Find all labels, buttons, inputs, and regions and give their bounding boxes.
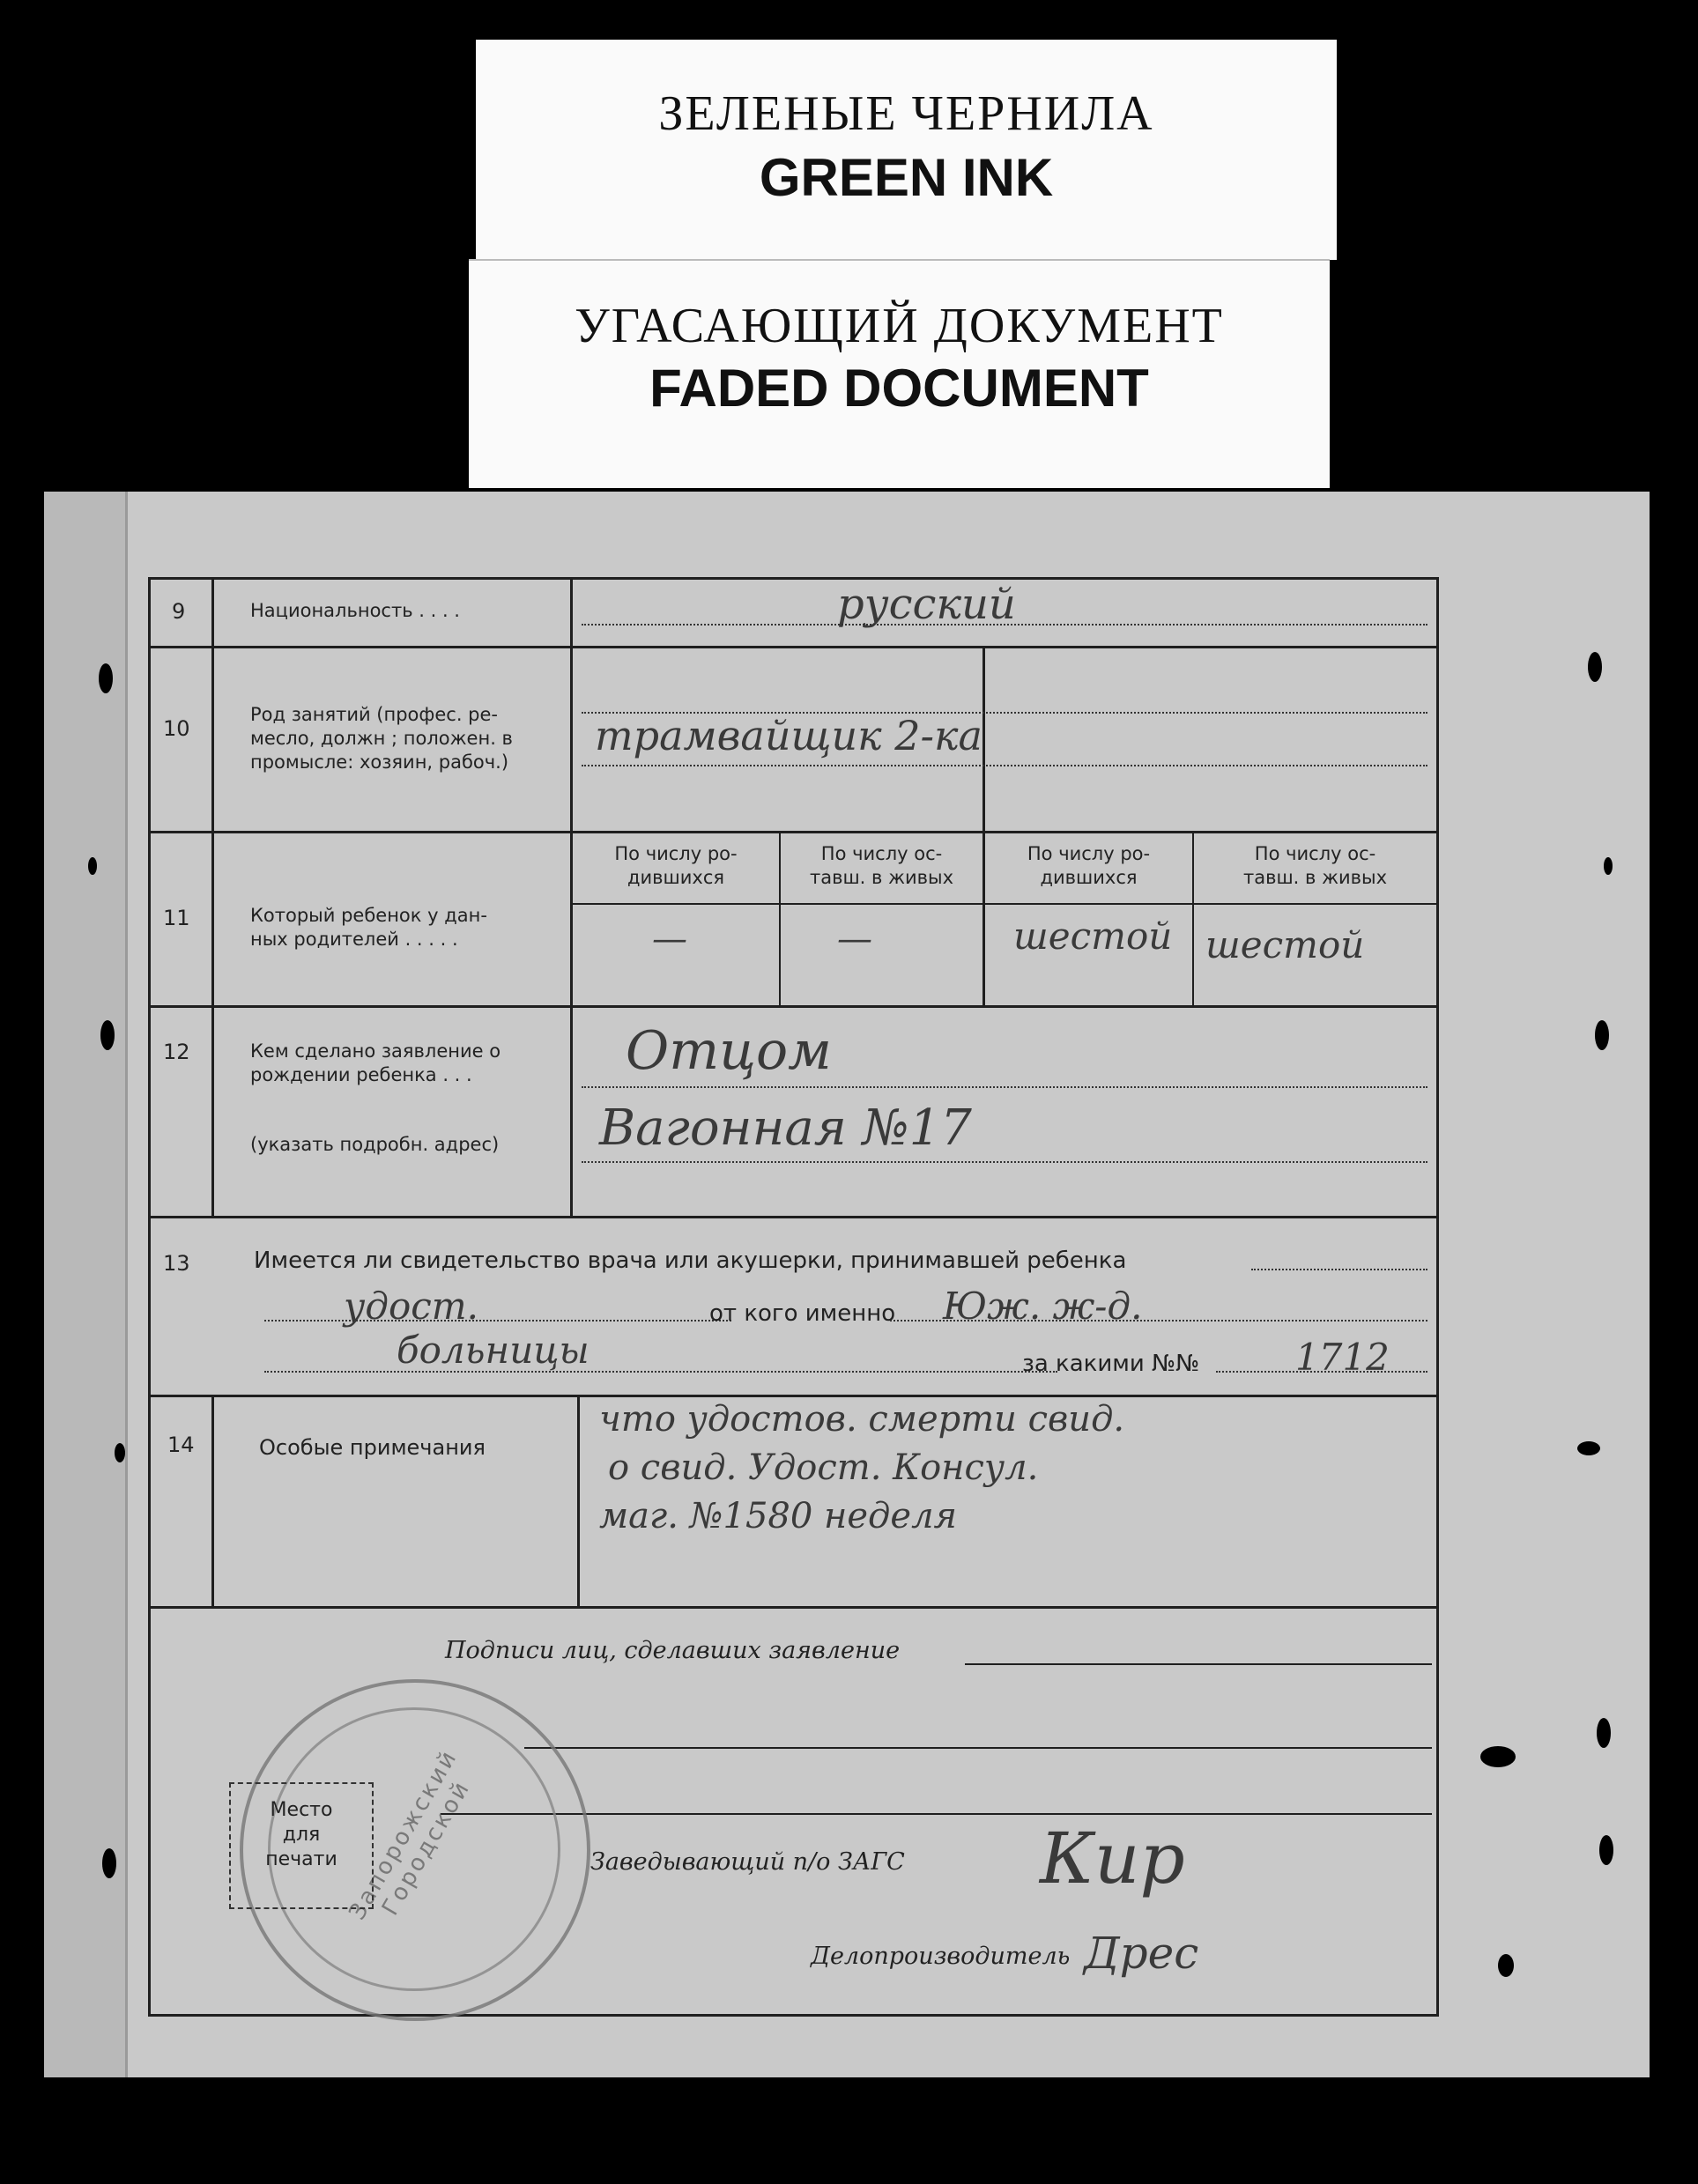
remarks-line: о свид. Удост. Консул.: [608, 1447, 1039, 1488]
col-sep: [982, 646, 985, 1005]
punch-hole: [99, 663, 113, 693]
dotted-line: [1216, 1371, 1427, 1373]
document-page: [44, 492, 1650, 2077]
head-signature: Кир: [1040, 1818, 1185, 1899]
hospital-value: больницы: [397, 1329, 589, 1372]
col-header: По числу ос- тавш. в живых: [1242, 843, 1388, 888]
punch-hole: [1480, 1746, 1516, 1767]
numbers-label: за какими №№: [1022, 1351, 1200, 1377]
punch-hole: [1588, 652, 1602, 682]
clerk-signature: Дрес: [1084, 1928, 1199, 1979]
row-number: 9: [172, 599, 186, 624]
signature-line: [524, 1747, 1432, 1749]
row-number: 14: [167, 1433, 195, 1457]
dotted-line: [582, 624, 1427, 626]
frame-right: [1436, 577, 1439, 2017]
punch-hole: [1595, 1020, 1609, 1050]
col-sep: [211, 577, 214, 1216]
dotted-line: [1251, 1269, 1427, 1270]
frame-top: [148, 577, 1439, 580]
row-sep: [148, 831, 1439, 833]
label-en: GREEN INK: [759, 148, 1054, 207]
label-ru: ЗЕЛЕНЫЕ ЧЕРНИЛА: [658, 86, 1154, 141]
address-value: Вагонная №17: [599, 1099, 972, 1157]
punch-hole: [102, 1848, 116, 1878]
certificate-question: Имеется ли свидетельство врача или акушерки, принимавшей ребенка: [254, 1247, 1127, 1274]
punch-hole: [1597, 1718, 1611, 1748]
row-number: 10: [163, 716, 190, 741]
row-sep: [148, 1395, 1439, 1397]
row-sep: [148, 1606, 1439, 1609]
from-whom-label: от кого именно: [709, 1300, 896, 1327]
child-value: —: [837, 919, 872, 959]
label-en: FADED DOCUMENT: [649, 359, 1149, 418]
punch-hole: [100, 1020, 115, 1050]
col-header: По числу ос- тавш. в живых: [809, 843, 954, 888]
col-sep: [570, 577, 573, 1216]
child-value: шестой: [1205, 923, 1365, 966]
row-number: 13: [163, 1251, 190, 1276]
punch-hole: [88, 857, 97, 875]
punch-hole: [1599, 1835, 1613, 1865]
remarks-line: маг. №1580 неделя: [599, 1496, 958, 1536]
address-label: (указать подробн. адрес): [250, 1134, 500, 1155]
child-order-label: Который ребенок у дан- ных родителей . . . . .: [250, 905, 487, 950]
faded-document-label: [469, 261, 1330, 488]
declarant-label: Кем сделано заявление о рождении ребенка . . .: [250, 1040, 501, 1085]
from-whom-value: Юж. ж-д.: [943, 1284, 1143, 1328]
dotted-line: [264, 1320, 731, 1322]
numbers-value: 1712: [1295, 1336, 1390, 1379]
seal-place-box: [229, 1782, 374, 1909]
seal-place-text: Место для печати: [265, 1799, 337, 1870]
signature-line: [965, 1663, 1432, 1665]
dotted-line: [582, 712, 1427, 714]
punch-hole: [1498, 1954, 1514, 1977]
nationality-label: Национальность . . . .: [250, 600, 460, 621]
clerk-label: Делопроизводитель: [811, 1943, 1071, 1970]
green-ink-label: [476, 40, 1337, 260]
dotted-line: [582, 1086, 1427, 1088]
row-number: 12: [163, 1040, 190, 1064]
head-of-registry-label: Заведывающий п/о ЗАГС: [590, 1848, 905, 1876]
col-sep: [211, 1395, 214, 1606]
row-number: 11: [163, 906, 190, 930]
declarant-value: Отцом: [626, 1020, 832, 1082]
dotted-line: [582, 1161, 1427, 1163]
certificate-value: удост.: [344, 1284, 478, 1328]
row-sep: [148, 646, 1439, 648]
remarks-label: Особые примечания: [259, 1435, 486, 1460]
child-value: —: [652, 919, 687, 959]
occupation-label: Род занятий (профес. ре- месло, должн ; положен. в промысле: хозяин, рабоч.): [250, 704, 513, 773]
label-ru: УГАСАЮЩИЙ ДОКУМЕНТ: [575, 299, 1224, 353]
col-sep: [577, 1395, 580, 1606]
binding-strip: [44, 492, 128, 2077]
dotted-line: [264, 1371, 1057, 1373]
dotted-line: [890, 1320, 1427, 1322]
frame-bottom: [148, 2014, 1439, 2017]
occupation-value: трамвайщик 2-ка: [595, 712, 982, 759]
signature-line: [441, 1813, 1432, 1815]
punch-hole: [1604, 857, 1613, 875]
col-header: По числу ро- дившихся: [614, 843, 738, 888]
punch-hole: [1577, 1441, 1600, 1455]
dotted-line: [582, 765, 1427, 766]
applicants-signature-label: Подписи лиц, сделавших заявление: [445, 1637, 901, 1664]
stamp-text: Запорожский Городской: [344, 1744, 476, 1925]
frame-left: [148, 577, 151, 2017]
child-value: шестой: [1013, 914, 1173, 958]
sub-sep: [570, 903, 1439, 905]
col-header: По числу ро- дившихся: [1027, 843, 1151, 888]
row-sep: [148, 1005, 1439, 1008]
punch-hole: [115, 1443, 125, 1462]
row-sep: [148, 1216, 1439, 1218]
remarks-line: что удостов. смерти свид.: [599, 1399, 1125, 1440]
nationality-value: русский: [837, 580, 1016, 629]
